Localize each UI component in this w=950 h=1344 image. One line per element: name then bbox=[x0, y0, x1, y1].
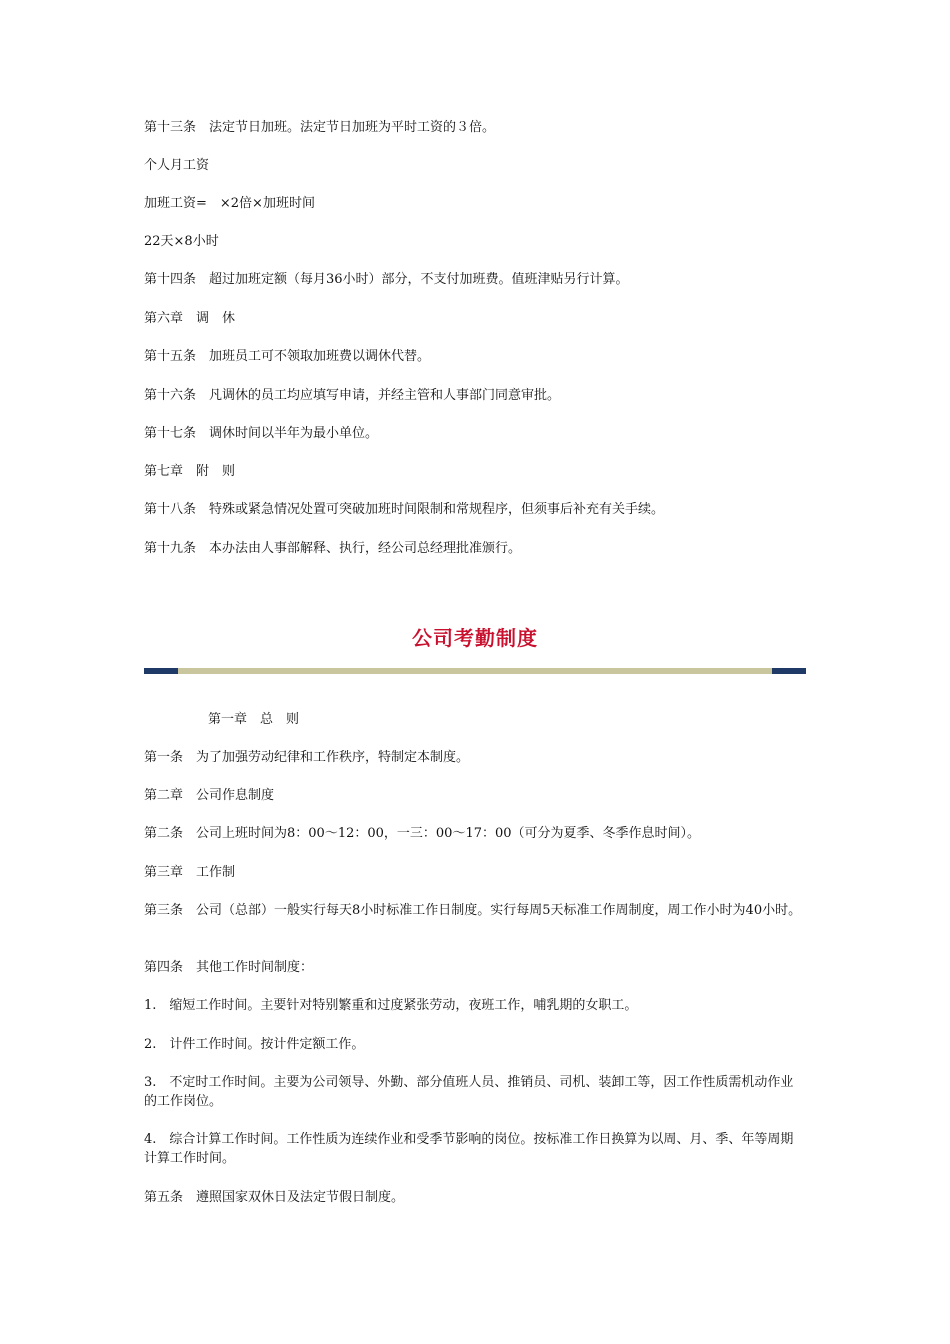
formula-line: 加班工资= ×2倍×加班时间 bbox=[144, 196, 315, 211]
article-18: 第十八条 特殊或紧急情况处置可突破加班时间限制和常规程序，但须事后补充有关手续。 bbox=[144, 502, 665, 517]
article-4: 第四条 其他工作时间制度： bbox=[144, 960, 314, 975]
chapter-1-heading: 第一章 总 则 bbox=[208, 712, 300, 727]
article-16: 第十六条 凡调休的员工均应填写申请，并经主管和人事部门同意审批。 bbox=[144, 388, 561, 403]
chapter-6-heading: 第六章 调 休 bbox=[144, 311, 236, 326]
title-divider bbox=[144, 668, 806, 674]
article-17: 第十七条 调休时间以半年为最小单位。 bbox=[144, 426, 379, 441]
list-item-4: 4. 综合计算工作时间。工作性质为连续作业和受季节影响的岗位。按标准工作日换算为以周、月、季、年等周期计算工作时间。 bbox=[144, 1132, 794, 1166]
document-title: 公司考勤制度 bbox=[412, 626, 538, 650]
list-item-3: 3. 不定时工作时间。主要为公司领导、外勤、部分值班人员、推销员、司机、装卸工等，因工作性质需机动作业的工作岗位。 bbox=[144, 1075, 794, 1109]
list-item-2: 2. 计件工作时间。按计件定额工作。 bbox=[144, 1037, 365, 1052]
article-15: 第十五条 加班员工可不领取加班费以调休代替。 bbox=[144, 349, 431, 364]
article-14: 第十四条 超过加班定额（每月36小时）部分，不支付加班费。值班津贴另行计算。 bbox=[144, 272, 629, 287]
divider-left-end bbox=[144, 668, 178, 674]
formula-denominator: 22天×8小时 bbox=[144, 234, 219, 249]
chapter-3-heading: 第三章 工作制 bbox=[144, 865, 236, 880]
article-13: 第十三条 法定节日加班。法定节日加班为平时工资的３倍。 bbox=[144, 120, 496, 135]
chapter-7-heading: 第七章 附 则 bbox=[144, 464, 236, 479]
divider-right-end bbox=[772, 668, 806, 674]
list-item-1: 1. 缩短工作时间。主要针对特别繁重和过度紧张劳动，夜班工作，哺乳期的女职工。 bbox=[144, 998, 638, 1013]
chapter-2-heading: 第二章 公司作息制度 bbox=[144, 788, 275, 803]
article-1: 第一条 为了加强劳动纪律和工作秩序，特制定本制度。 bbox=[144, 750, 470, 765]
article-3: 第三条 公司（总部）一般实行每天8小时标准工作日制度。实行每周5天标准工作周制度，周工作小时为40小时。 bbox=[144, 903, 802, 918]
article-19: 第十九条 本办法由人事部解释、执行，经公司总经理批准颁行。 bbox=[144, 541, 522, 556]
article-2: 第二条 公司上班时间为8：00～12：00，一三：00～17：00（可分为夏季、冬季作息时间）。 bbox=[144, 826, 701, 841]
formula-numerator: 个人月工资 bbox=[144, 158, 210, 173]
article-5: 第五条 遵照国家双休日及法定节假日制度。 bbox=[144, 1190, 405, 1205]
